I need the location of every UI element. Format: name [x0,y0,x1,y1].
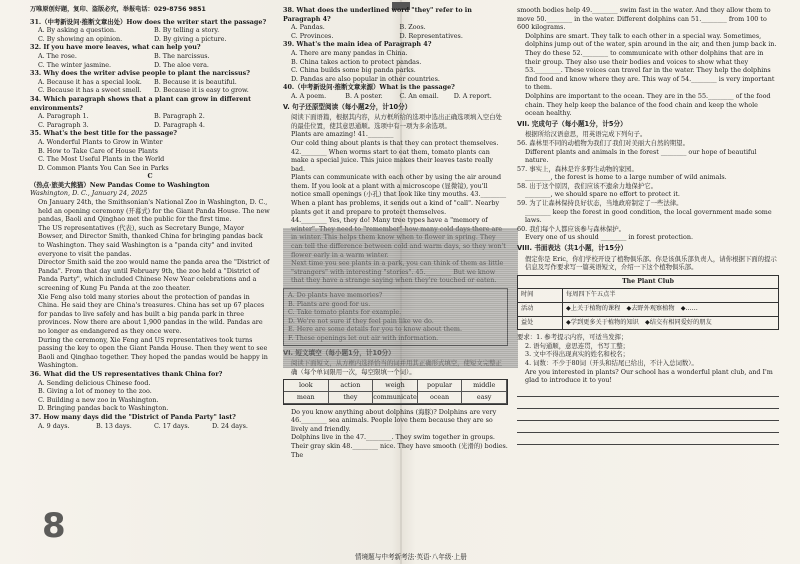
requirement: 3. 文中不得出现真实的姓名和校名； [525,350,629,359]
option: C. Building a new zoo in Washington. [38,395,159,404]
question-33: 33. Why does the writer advise people to plant the narcissus? [30,69,250,78]
option: B. Giving a lot of money to the zoo. [38,387,152,396]
q37-options [30,422,270,431]
passage-title: （热点·旅美大熊猫）New Pandas Come to Washington [30,180,210,189]
section-c-label: C [147,172,153,181]
word: they [329,392,374,404]
right-column [517,6,779,447]
word: action [329,380,374,392]
option: B. A poster. [345,91,383,100]
option: C. By showing an opinion. [38,34,123,43]
q34-options [30,121,270,130]
q38-options [283,32,508,41]
question-32: 32. If you have more leaves, what can help you? [30,43,201,52]
left-column [30,6,270,430]
q38-options [283,23,508,32]
question-60: 60. 我们每个人都应该参与森林保护。 [517,224,626,233]
answer-line[interactable] [517,435,779,445]
option: A. 9 days. [38,421,70,430]
paragraph: Xie Feng also told many stories about the protection of pandas in China. He said they are China's treasures. China has set up 67 places for pandas to live safely and has built a big panda park in three provinces. Now there are about 1,900 pandas in the wild. Pandas are no longer as endangered as they once were. [38,292,265,335]
scan-shadow-overlay [283,228,518,368]
answer-line[interactable] [517,411,779,421]
option: A. Because it has a special look. [38,77,142,86]
page-number: 8 [42,506,66,546]
option: B. China takes action to protect pandas. [291,57,422,66]
section-7-heading: VII. 完成句子（每小题1分，计5分） [517,119,627,128]
word: popular [418,380,463,392]
option: A. Paragraph 1. [38,112,89,121]
q32-options [30,52,270,61]
option: C. Because it has a sweet smell. [38,86,142,95]
word: communicate [373,392,418,404]
q32-options [30,61,270,70]
option: C. An email. [399,91,439,100]
essay-opening: Are you interested in plants? Our school has a wonderful plant club, and I'm glad to introduce it to you! [525,367,773,385]
option: C. Provinces. [291,31,334,40]
paragraph: Director Smith said the zoo would name the panda area the "District of Panda". From that day until February 9th, the zoo held a "District of Panda Party", which included Chinese New Year celebrations and a screening of Kung Fu Panda at the zoo theater. [38,258,270,292]
q31-options [30,35,270,44]
answer-line[interactable] [517,399,779,409]
option: A. There are many pandas in China. [291,48,408,57]
option: C. China builds some big panda parks. [291,66,416,75]
option: B. Paragraph 2. [154,112,205,121]
table-title: The Plant Club [518,275,779,289]
option: D. Because it is easy to grow. [154,86,249,95]
sentence-blank: Every one of us should ________ in forest protection. [525,233,693,242]
q33-options [30,86,270,95]
option: A. A poem. [291,91,327,100]
option: D. The aloe vera. [154,60,209,69]
paragraph: smooth bodies help 49.________ swim fast in the water. And they allow them to move 50.________ in the water. Different dolphins can 51.________ from 100 to 600 kilograms. [517,6,771,32]
footer-title: 情境题与中考新考法·英语·八年级·上册 [355,553,467,561]
sentence-blank: Different plants and animals in the forest ________ our hope of beautiful nature. [525,147,757,165]
paragraph: Do you know anything about dolphins (海豚)? Dolphins are very 46.________ sea animals. People love them because they are so lively and friendly. [291,407,497,433]
question-57: 57. 事实上，森林是许多野生动物的家园。 [517,164,638,173]
question-34: 34. Which paragraph shows that a plant can grow in different environments? [30,94,252,112]
option: B. How to Take Care of House Plants [38,146,158,155]
paragraph: Dolphins are smart. They talk to each other in a special way. Sometimes, dolphins jump out of the water, spin around in the air, and then jump back in. They do these 52.________ to communicate with other dolphins that are in their group. They also use their bodies and voices to show what they 53.________. These voices can travel far in the water. They help the dolphins find food and know where they are. This way of 54.________ is very important to them. [525,31,777,92]
word: mean [284,392,329,404]
paragraph: 44.________ Yes, they do! Many tree types have a "memory of [291,216,488,225]
answer-line[interactable] [517,423,779,433]
paragraph: Plants are amazing! 41.________ [291,130,394,139]
section-instructions: 确（每个单词限用一次，每空限填一个词）。 [291,367,416,376]
question-39: 39. What's the main idea of Paragraph 4? [283,40,432,49]
question-59: 59. 为了让森林保持良好状态，当地政府制定了一些法律。 [517,199,683,208]
sentence-blank: ________, the forest is home to a large number of wild animals. [525,173,727,182]
option: B. The narcissus. [154,51,210,60]
word: weigh [373,380,418,392]
paragraph: Dolphins live in the 47.________. They swim together in groups. Their gray skin 48.________ nice. They have smooth (光滑的) bodies. The [291,433,508,459]
q40-options [283,92,508,101]
table-row [518,316,779,330]
option: D. Bringing pandas back to Washington. [38,404,169,413]
dateline: Washington, D. C., January 24, 2025 [30,189,148,198]
question-35: 35. What's the best title for the passage? [30,129,178,138]
word-box [283,379,508,404]
table-row [518,303,779,317]
option: B. By telling a story. [154,26,220,35]
copyright-note: 万唯原创好题，复印、盗版必究，举报电话：029-8756 9851 [30,6,206,13]
option: C. 17 days. [154,421,190,430]
table-cell: 益处 [518,316,563,330]
plant-club-table [517,275,779,330]
option: D. Paragraph 4. [154,120,205,129]
option: C. Paragraph 3. [38,120,89,129]
paragraph: Plants can communicate with each other by using the air around them. If you look at a plant with a microscope (显微镜), you'll notice small openings (小孔) that look like tiny mouths. 43.________ When a plant has problems, it sends out a kind of "call". Nearby plants get it and prepare to protect themselves. [291,173,507,216]
section-8-heading: VIII. 书面表达（共1小题，计15分） [517,244,628,253]
requirements-title: 要求：1. 参考提示内容，可适当发挥； [517,333,628,342]
question-40: 40.（中考新设问·推断文章来源）What is the passage? [283,83,455,92]
sentence-blank: ________ keep the forest in good condition, the local government made some laws. [525,207,772,225]
paragraph: Dolphins are important to the ocean. They are in the 55.________ of the food chain. They help keep the balance of the food chain and keep the whole ocean healthy. [525,91,771,118]
table-cell: 时间 [518,289,563,303]
question-37: 37. How many days did the "District of Panda Party" last? [30,412,236,421]
word: ocean [418,392,463,404]
option: B. 13 days. [96,421,132,430]
requirement: 2. 语句通顺，意思连贯，书写工整； [525,341,629,350]
question-56: 56. 森林里不同的动植物为我们了我们对美丽大自然的期望。 [517,138,689,147]
option: D. Pandas are also popular in other countries. [291,74,440,83]
q34-options [30,112,270,121]
table-row [518,289,779,303]
option: B. Zoos. [399,23,426,32]
word: easy [462,392,507,404]
section-instructions: 假定你是 Eric，你们学校开设了植物俱乐部。你是该俱乐部负责人，请你根据下面的提示信息及写作要求写一篇英语短文，介绍一下这个植物俱乐部。 [525,254,777,272]
word: look [284,380,329,392]
table-cell: ◆上关于植物的课程 ◆去野外观察植物 ◆…… [563,303,779,317]
q33-options [30,78,270,87]
paragraph: On January 24th, the Smithsonian's National Zoo in Washington, D. C., held an opening ceremony (开幕式) for the Giant Panda House. The new pandas, Baoli and Qinghao met the public for the first time. [38,198,270,224]
paragraph: During the ceremony, Xie Feng and US representatives took turns passing the key to open the Giant Panda House. Then they went to see Baoli and Qinghao together. They hoped the pandas would be happy in Washington. [38,335,268,370]
option: D. A report. [453,91,492,100]
question-36: 36. What did the US representatives thank China for? [30,369,223,378]
option: A. By asking a question. [38,26,116,35]
answer-line[interactable] [517,387,779,397]
option: A. Sending delicious Chinese food. [38,378,151,387]
section-5-heading: V. 句子还原型阅读（每小题2分，计10分） [283,102,412,111]
question-31: 31.（中考新设问·推断文章出处）How does the writer start the passage? [30,17,267,26]
section-instructions: 阅读下面语篇，根据其内容，从方框所给的选项中选出正确选项填入空白处的最佳位置，使其意思通顺。选项中有一项为多余选项。 [291,113,502,130]
table-cell: ◆学到更多关于植物的知识 ◆结交有相同爱好的朋友 [563,316,779,330]
word: middle [462,380,507,392]
table-cell: 每周四下午五点半 [563,289,779,303]
option: D. By giving a picture. [154,34,227,43]
option: D. Representatives. [399,31,463,40]
question-58: 58. 出于这个原因，我们应该不遗余力地保护它。 [517,181,658,190]
paragraph: The US representatives (代表), such as Secretary Bunge, Mayor Bowser, and Director Smith, thanked China for bringing pandas back to Washington. They said Washington is a "panda city" and invited everyone to visit the pandas. [38,223,263,258]
table-cell: 活动 [518,303,563,317]
section-instructions: 根据所给汉语意思，用英语完成下列句子。 [525,130,647,139]
option: D. Common Plants You Can See in Parks [38,163,169,172]
question-38: 38. What does the underlined word "they" refer to in Paragraph 4? [283,6,472,23]
sentence-blank: ________, we should spare no effort to protect it. [525,190,680,199]
q31-options [30,26,270,35]
option: A. Pandas. [291,23,325,32]
option: C. The Most Useful Plants in the World [38,155,165,164]
paragraph: Our cold thing about plants is that they can protect themselves. 42.________ When worms start to eat them, tomato plants can make a special juice. This juice makes their leaves taste really bad. [291,138,499,173]
option: D. 24 days. [212,421,248,430]
option: A. The rose. [38,51,77,60]
option: C. The winter jasmine. [38,60,112,69]
requirement: 4. 词数：不少于80词（开头和结尾已给出，不计入总词数）。 [525,358,698,367]
option: A. Wonderful Plants to Grow in Winter [38,137,163,146]
option: B. Because it is beautiful. [154,77,237,86]
